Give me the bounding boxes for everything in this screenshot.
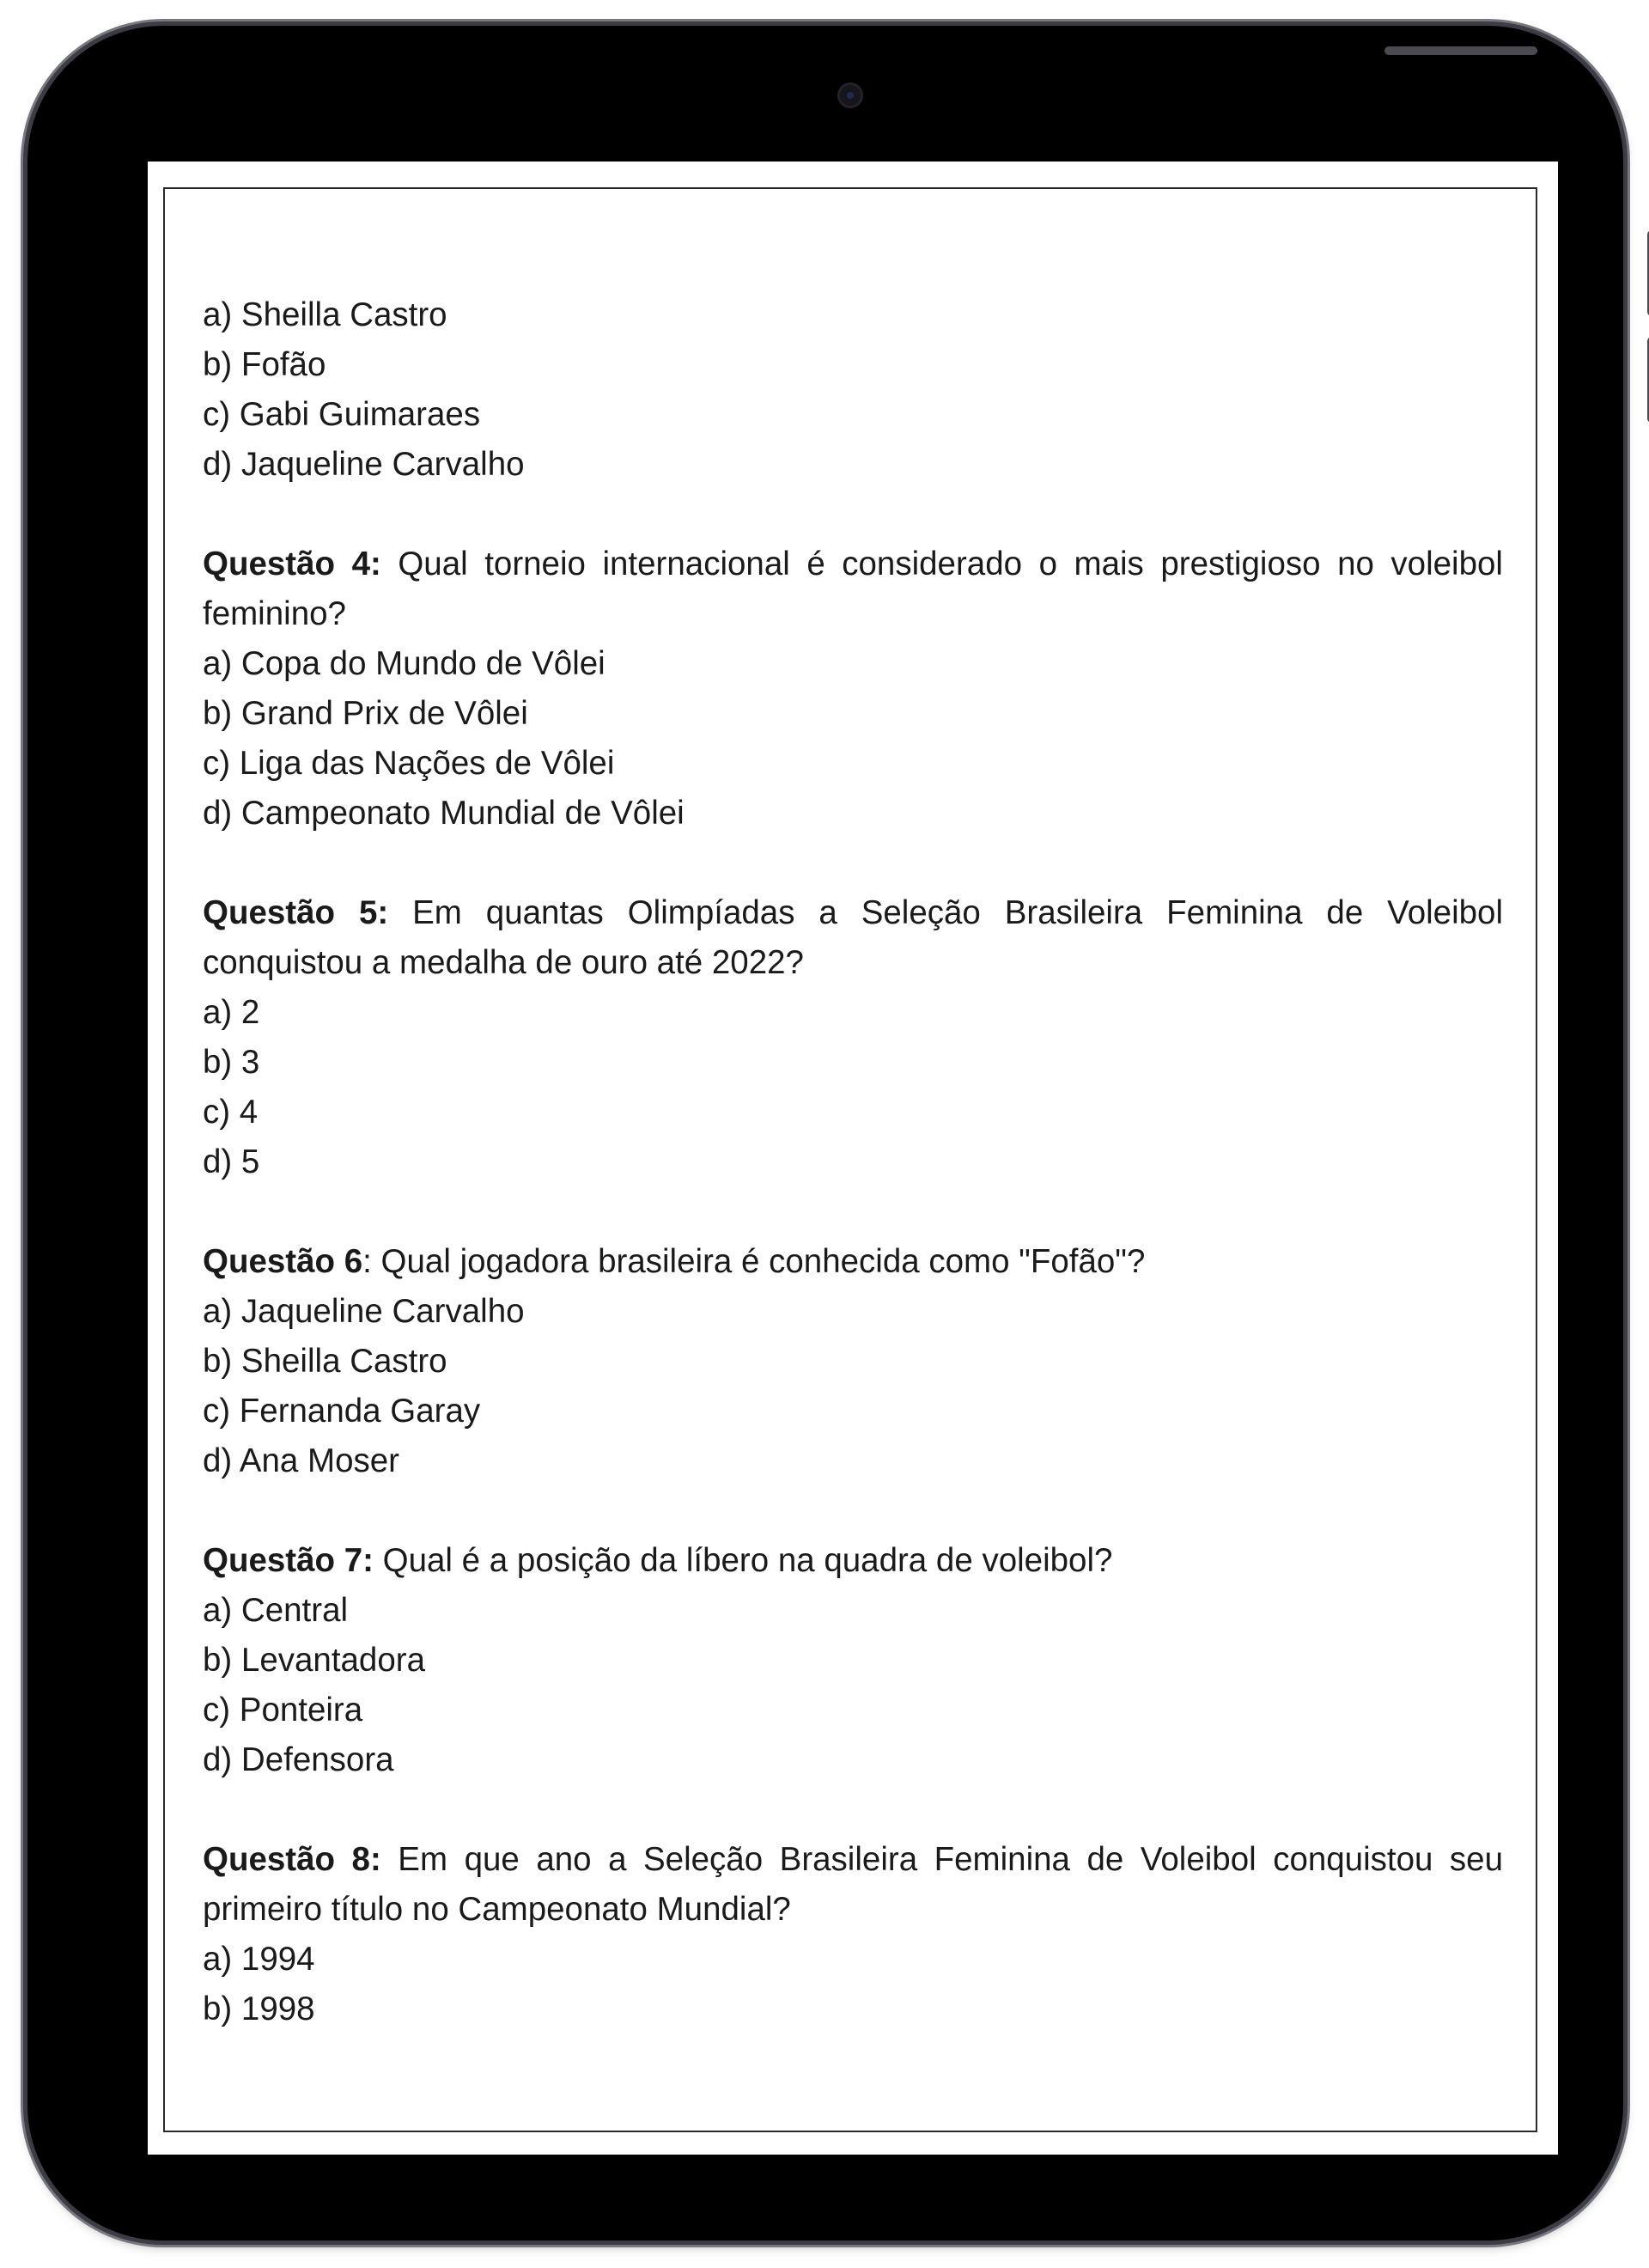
question-text	[203, 540, 1503, 639]
option: c) Ponteira	[203, 1692, 363, 1728]
option: a) 1994	[203, 1941, 315, 1978]
previous-question-options	[203, 290, 1503, 490]
question-4	[203, 540, 1503, 838]
option: a) Central	[203, 1592, 349, 1629]
option: d) Defensora	[203, 1741, 394, 1778]
question-text	[203, 888, 1503, 988]
option: a) Copa do Mundo de Vôlei	[203, 645, 605, 682]
document-screen[interactable]	[148, 162, 1558, 2155]
option: d) Jaqueline Carvalho	[203, 446, 525, 483]
question-body: Em quantas Olimpíadas a Seleção Brasileira Feminina de Voleibol conquistou a medalha de ouro até 2022?	[203, 894, 1504, 981]
question-label: Questão 8:	[203, 1841, 381, 1878]
option: d) 5	[203, 1143, 260, 1180]
question-label: Questão 4:	[203, 546, 381, 582]
option: b) 1998	[203, 1991, 315, 2027]
option: c) Gabi Guimaraes	[203, 396, 481, 433]
option: b) Sheilla Castro	[203, 1343, 447, 1380]
top-button	[1384, 46, 1537, 55]
option: b) Fofão	[203, 346, 326, 383]
option: c) Liga das Nações de Vôlei	[203, 745, 615, 782]
option: b) Levantadora	[203, 1642, 425, 1679]
camera-icon	[837, 82, 863, 108]
question-label: Questão 5:	[203, 894, 389, 931]
question-text	[203, 1835, 1503, 1935]
option: c) Fernanda Garay	[203, 1393, 481, 1430]
option: d) Ana Moser	[203, 1442, 399, 1479]
question-label: Questão 7:	[203, 1542, 374, 1579]
option: d) Campeonato Mundial de Vôlei	[203, 795, 685, 832]
question-6	[203, 1237, 1503, 1486]
question-body: Em que ano a Seleção Brasileira Feminina de Voleibol conquistou seu primeiro título no Campeonato Mundial?	[203, 1841, 1504, 1928]
question-7	[203, 1536, 1503, 1785]
option: b) Grand Prix de Vôlei	[203, 695, 528, 732]
option: b) 3	[203, 1044, 260, 1081]
option: a) 2	[203, 994, 260, 1031]
question-label: Questão 6	[203, 1243, 363, 1280]
question-body: Qual torneio internacional é considerado o mais prestigioso no voleibol feminino?	[203, 546, 1503, 632]
question-8	[203, 1835, 1503, 2034]
question-5	[203, 888, 1503, 1187]
quiz-content	[203, 290, 1503, 2034]
tablet-frame	[27, 26, 1623, 2241]
question-text	[203, 1536, 1503, 1586]
question-body: Qual é a posição da líbero na quadra de voleibol?	[373, 1542, 1113, 1579]
option: a) Jaqueline Carvalho	[203, 1293, 525, 1330]
option: c) 4	[203, 1094, 259, 1131]
question-body: : Qual jogadora brasileira é conhecida como "Fofão"?	[362, 1243, 1146, 1280]
question-text	[203, 1237, 1503, 1287]
option: a) Sheilla Castro	[203, 296, 447, 333]
